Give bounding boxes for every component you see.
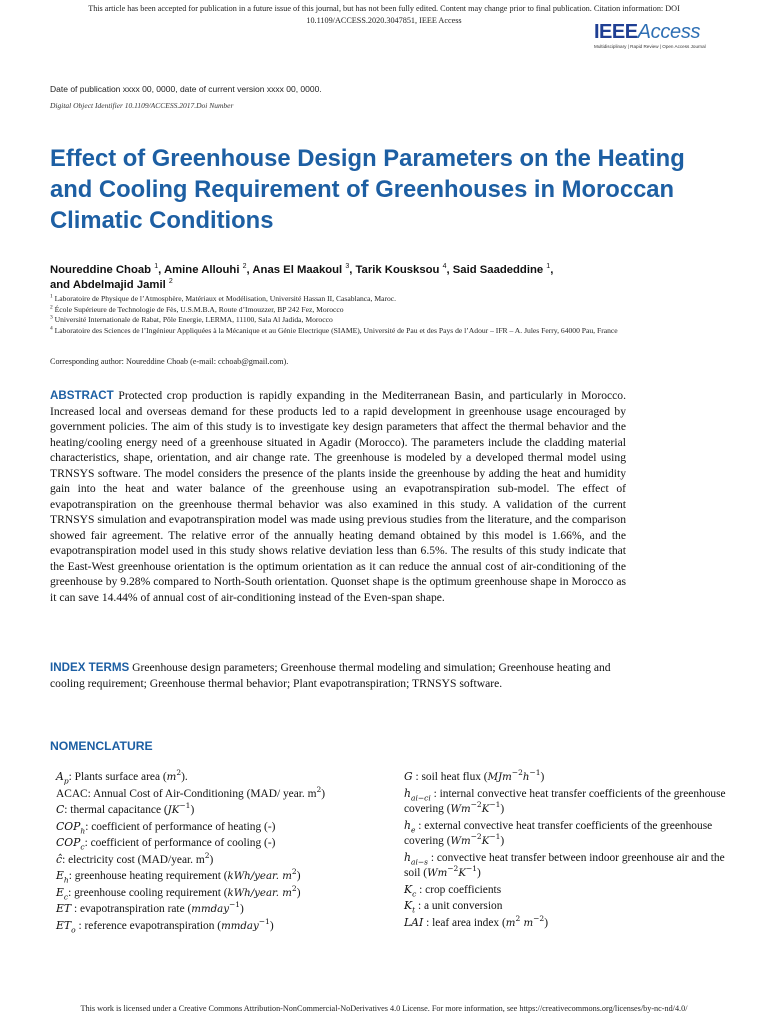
nomenclature-symbol: COP — [56, 819, 81, 833]
nomenclature-tail: ) — [321, 787, 326, 800]
affiliation-item — [50, 326, 650, 337]
affiliation-item — [50, 294, 650, 305]
nomenclature-entry — [404, 850, 734, 882]
nomenclature-entry — [404, 786, 734, 818]
nomenclature-unit-exponent: −1 — [529, 768, 541, 778]
nomenclature-subscript: p — [63, 776, 69, 786]
nomenclature-tail: ) — [296, 886, 301, 899]
nomenclature-description: : reference evapotranspiration ( — [75, 919, 222, 932]
license-footer: This work is licensed under a Creative Commons Attribution-NonCommercial-NoDerivatives 4.0 License. For more information, see https://creativecommons.org/licenses/by-nc-nd/4.0/ — [80, 1004, 688, 1013]
nomenclature-unit: h — [522, 772, 530, 783]
nomenclature-description: : soil heat flux ( — [412, 771, 488, 783]
nomenclature-unit-exponent: −1 — [489, 832, 501, 842]
nomenclature-unit-exponent: −1 — [179, 801, 191, 811]
nomenclature-tail: ) — [544, 916, 548, 929]
nomenclature-unit: K — [481, 836, 490, 847]
nomenclature-tail: ) — [540, 771, 545, 783]
author-name: Abdelmajid Jamil — [72, 279, 166, 291]
nomenclature-subscript: c — [80, 842, 85, 852]
nomenclature-unit: kWh/year. m — [227, 871, 292, 882]
nomenclature-heading: NOMENCLATURE — [50, 739, 153, 753]
affiliation-text: École Supérieure de Technologie de Fès, U.S.M.B.A, Route d’Imouzzer, BP 242 Fez, Morocco — [54, 304, 344, 314]
author-affil-ref: 1 — [154, 263, 159, 271]
nomenclature-entry — [56, 901, 356, 918]
affiliation-number: 1 — [50, 293, 53, 300]
nomenclature-tail: ). — [181, 771, 188, 783]
nomenclature-entry — [56, 918, 356, 935]
affiliation-item — [50, 315, 650, 326]
nomenclature-left-column — [56, 769, 356, 934]
index-terms — [50, 660, 626, 691]
nomenclature-symbol: E — [56, 869, 64, 882]
nomenclature-unit-exponent: 2 — [176, 768, 182, 778]
nomenclature-right-column — [404, 769, 734, 931]
nomenclature-unit: JK — [167, 805, 180, 816]
nomenclature-unit-exponent: 2 — [204, 850, 210, 860]
nomenclature-subscript: o — [71, 924, 76, 934]
nomenclature-description: : convective heat transfer between indoor greenhouse air and the soil ( — [404, 851, 725, 879]
nomenclature-symbol: h — [404, 850, 411, 864]
nomenclature-unit: m — [166, 772, 177, 783]
nomenclature-description: : external convective heat transfer coefficients of the greenhouse covering ( — [404, 819, 713, 847]
nomenclature-entry — [56, 852, 356, 869]
author-name: Said Saadeddine — [452, 264, 544, 276]
nomenclature-unit-exponent: −1 — [465, 864, 477, 874]
nomenclature-subscript: ai−ci — [410, 792, 431, 802]
paper-title: Effect of Greenhouse Design Parameters on the Heating and Cooling Requirement of Greenhouses in Moroccan Climatic Conditions — [50, 145, 685, 234]
nomenclature-description: : coefficient of performance of heating (-) — [85, 820, 276, 833]
author-affil-ref: 4 — [442, 263, 447, 271]
affiliation-text: Université Internationale de Rabat, Pôle Energie, LERMA, 11100, Sala Al Jadida, Morocco — [54, 315, 333, 325]
abstract-label: ABSTRACT — [50, 389, 114, 402]
nomenclature-unit-exponent: −1 — [258, 916, 270, 926]
nomenclature-subscript: c — [412, 888, 417, 898]
logo-tagline: Multidisciplinary | Rapid Review | Open Access Journal — [594, 44, 706, 49]
nomenclature-unit: m — [520, 917, 534, 929]
corresponding-author: Corresponding author: Noureddine Choab (e-mail: cchoab@gmail.com). — [50, 357, 289, 366]
nomenclature-description: : leaf area index ( — [423, 916, 506, 929]
nomenclature-symbol: ET — [56, 902, 72, 915]
nomenclature-tail: ) — [500, 835, 505, 847]
nomenclature-description: ACAC: Annual Cost of Air-Conditioning (MAD/ year. m — [56, 787, 317, 800]
nomenclature-entry — [404, 818, 734, 850]
abstract-text: Protected crop production is rapidly expanding in the Mediterranean Basin, and particularly in Morocco. Increased local and overseas demand for these products led to a rapid development in greenhouse usage encouraged by government policies. The aim of this study is to investigate key design parameters that affect the thermal behavior and the heating/cooling energy need of a greenhouse situated in Agadir (Morocco). The parameters include the cladding material characteristics, shape, orientation, and air change rate. The greenhouse is modeled by a developed thermal model using TRNSYS software. The model considers the presence of the plants inside the greenhouse by adding the heat and humidity gain into the heat and water balance of the greenhouse using an evapotranspiration sub-model. The effect of evapotranspiration on the greenhouse thermal behavior was also examined in this study. A validation of the current TRNSYS simulation and evapotranspiration model was made using previous studies from the literature, and the comparison showed fair agreement. The relative error of the annually heating demand obtained by this model is 1.66%, and the evapotranspiration model used in this study shows relative deviation less than 6.5%. The results of this study indicate that the East-West greenhouse orientation is the optimum orientation as it can reduce the annual cost of air-conditioning of the greenhouse by 9.28% compared to North-South orientation. Quonset shape is the optimum greenhouse shape in Morocco as it can save 14.44% of annual cost of air-conditioning instead of the Even-span shape. — [50, 389, 626, 604]
banner-line-1: This article has been accepted for publication in a future issue of this journal, but has not been fully edited. Content may change prior to final publication. Citation information: DOI — [88, 4, 680, 13]
affiliation-number: 3 — [50, 314, 53, 321]
nomenclature-symbol: ET — [56, 918, 72, 932]
nomenclature-unit: mmday — [191, 904, 229, 915]
nomenclature-description: : evapotranspiration rate ( — [71, 903, 192, 915]
logo-ieee-text: IEEE — [594, 21, 638, 43]
nomenclature-unit-exponent: 2 — [316, 784, 322, 794]
nomenclature-unit: Wm — [427, 868, 448, 879]
author-affil-ref: 2 — [168, 278, 173, 286]
author-name: Amine Allouhi — [163, 264, 240, 276]
nomenclature-entry — [404, 769, 734, 786]
nomenclature-unit: K — [481, 804, 490, 815]
nomenclature-description: : thermal capacitance ( — [64, 804, 168, 816]
author-name: Anas El Maakoul — [252, 264, 343, 276]
nomenclature-unit-exponent: −2 — [533, 913, 545, 923]
author-affil-ref: 1 — [546, 263, 551, 271]
nomenclature-subscript: ai−s — [410, 856, 428, 866]
affiliations — [50, 294, 650, 336]
nomenclature-unit: MJm — [487, 772, 512, 783]
nomenclature-unit: m — [505, 917, 516, 929]
nomenclature-symbol: COP — [56, 836, 81, 849]
nomenclature-description: : Plants surface area ( — [68, 771, 167, 783]
nomenclature-description: : crop coefficients — [416, 883, 502, 896]
nomenclature-symbol: G — [404, 770, 413, 783]
doi-line: Digital Object Identifier 10.1109/ACCESS.2017.Doi Number — [50, 101, 234, 110]
nomenclature-unit: K — [458, 868, 466, 879]
nomenclature-unit-exponent: 2 — [291, 883, 297, 893]
nomenclature-symbol: h — [404, 818, 411, 832]
nomenclature-unit-exponent: −1 — [228, 900, 241, 910]
nomenclature-symbol: h — [404, 786, 411, 800]
affiliation-number: 2 — [50, 304, 53, 311]
nomenclature-subscript: t — [412, 905, 416, 915]
nomenclature-unit-exponent: 2 — [291, 867, 297, 877]
nomenclature-tail: ) — [500, 803, 505, 815]
nomenclature-symbol: LAI — [404, 915, 424, 929]
nomenclature-description: : greenhouse cooling requirement ( — [68, 886, 228, 899]
author-list: Noureddine Choab $^1$, Amine Allouhi $^2$, Anas El Maakoul $^3$, Tarik Kousksou $^4$, Said Saadeddine $^1$, and Abdelmajid Jamil $^2$ — [50, 263, 554, 291]
nomenclature-description: : internal convective heat transfer coefficients of the greenhouse covering ( — [404, 787, 726, 815]
nomenclature-entry — [404, 915, 734, 932]
affiliation-item — [50, 305, 650, 316]
nomenclature-entry — [56, 835, 356, 852]
nomenclature-entry — [56, 819, 356, 836]
nomenclature-description: : coefficient of performance of cooling (-) — [84, 837, 276, 849]
nomenclature-subscript: h — [80, 825, 86, 835]
abstract — [50, 388, 626, 605]
author-affil-ref: 3 — [345, 263, 350, 271]
nomenclature-subscript: c — [63, 891, 69, 901]
nomenclature-symbol: ĉ — [56, 852, 63, 866]
nomenclature-subscript: h — [63, 875, 69, 885]
nomenclature-entry — [56, 786, 356, 803]
nomenclature-description: : electricity cost (MAD/year. m — [62, 853, 205, 866]
nomenclature-tail: ) — [190, 804, 195, 816]
nomenclature-unit: Wm — [450, 836, 471, 847]
nomenclature-symbol: K — [404, 899, 413, 912]
author-affil-ref: 2 — [242, 263, 247, 271]
nomenclature-tail: ) — [269, 919, 274, 932]
affiliation-text: Laboratoire de Physique de l’Atmosphère, Matériaux et Modélisation, Université Hassan II, Casablanca, Maroc. — [54, 294, 397, 303]
affiliation-text: Laboratoire des Sciences de l’Ingénieur Appliquées à la Mécanique et au Génie Electrique (SIAME), Université de Pau et des Pays de l’Adour – IFR – A. Jules Ferry, 64000 Pau, France — [54, 325, 618, 335]
nomenclature-tail: ) — [209, 853, 214, 866]
nomenclature-unit-exponent: 2 — [515, 913, 521, 923]
nomenclature-unit-exponent: −2 — [470, 832, 482, 842]
banner-line-2: 10.1109/ACCESS.2020.3047851, IEEE Access — [306, 16, 462, 25]
nomenclature-description: : a unit conversion — [415, 900, 503, 912]
nomenclature-unit-exponent: −2 — [447, 864, 459, 874]
logo-access-text: Access — [637, 21, 701, 43]
nomenclature-entry — [404, 882, 734, 899]
nomenclature-entry — [56, 885, 356, 902]
ieee-access-logo — [594, 21, 724, 57]
nomenclature-entry — [404, 898, 734, 915]
nomenclature-unit-exponent: −2 — [511, 768, 523, 778]
nomenclature-subscript: e — [410, 824, 416, 834]
index-terms-label: INDEX TERMS — [50, 661, 130, 674]
nomenclature-tail: ) — [296, 870, 301, 882]
author-name: Noureddine Choab — [50, 264, 152, 276]
nomenclature-symbol: K — [404, 882, 413, 896]
nomenclature-description: : greenhouse heating requirement ( — [68, 870, 228, 882]
publication-date: Date of publication xxxx 00, 0000, date of current version xxxx 00, 0000. — [50, 84, 322, 94]
nomenclature-symbol: C — [56, 803, 65, 816]
nomenclature-symbol: A — [56, 770, 64, 783]
nomenclature-symbol: E — [56, 885, 64, 899]
nomenclature-unit-exponent: −2 — [470, 800, 482, 810]
nomenclature-tail: ) — [477, 867, 481, 879]
nomenclature-unit: kWh/year. m — [227, 887, 292, 899]
author-name: Tarik Kousksou — [355, 264, 440, 276]
affiliation-number: 4 — [50, 325, 53, 332]
nomenclature-unit-exponent: −1 — [489, 800, 501, 810]
nomenclature-entry — [56, 802, 356, 819]
nomenclature-entry — [56, 769, 356, 786]
index-terms-text: Greenhouse design parameters; Greenhouse thermal modeling and simulation; Greenhouse heating and cooling requirement; Greenhouse thermal behavior; Plant evapotranspiration; TRNSYS software. — [50, 661, 611, 690]
nomenclature-unit: Wm — [450, 804, 471, 815]
nomenclature-tail: ) — [240, 903, 244, 915]
nomenclature-unit: mmday — [221, 920, 259, 932]
nomenclature-entry — [56, 868, 356, 885]
